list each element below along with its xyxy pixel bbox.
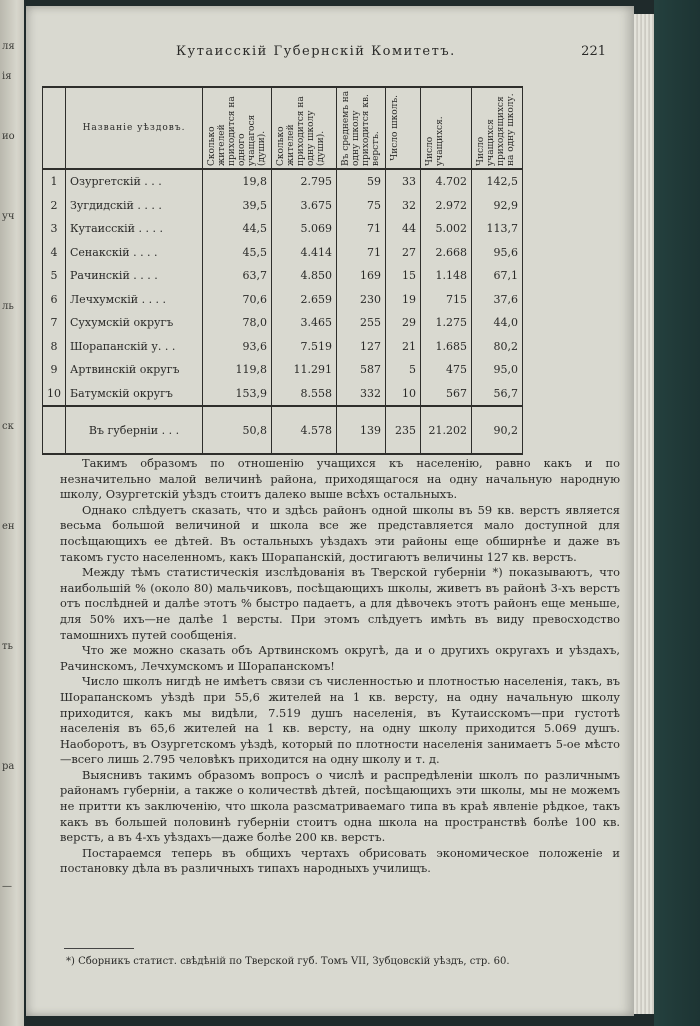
header-residents-per-school: Сколько жителей приходится на одну школу (души). [272, 87, 337, 169]
cell-value: 4.850 [272, 264, 337, 288]
row-index: 4 [43, 241, 66, 265]
row-index: 7 [43, 311, 66, 335]
cell-value: 19 [386, 288, 421, 312]
page-block-edges [634, 14, 654, 1014]
cell-value: 63,7 [203, 264, 272, 288]
cell-value: 567 [421, 382, 472, 407]
cell-value: 27 [386, 241, 421, 265]
cell-value: 4.414 [272, 241, 337, 265]
table-header-row [43, 87, 523, 169]
cell-value: 255 [337, 311, 386, 335]
row-index: 1 [43, 169, 66, 194]
cell-value: 71 [337, 217, 386, 241]
table-row [43, 288, 523, 312]
cell-value: 44,0 [472, 311, 523, 335]
cell-value: 44 [386, 217, 421, 241]
cell-value: 95,6 [472, 241, 523, 265]
cell-value: 8.558 [272, 382, 337, 407]
cell-value: 32 [386, 194, 421, 218]
running-head [66, 44, 606, 64]
header-district-name: Названіе уѣздовъ. [66, 87, 203, 169]
total-label: Въ губерніи . . . [66, 406, 203, 454]
row-index: 5 [43, 264, 66, 288]
total-value: 90,2 [472, 406, 523, 454]
cell-value: 113,7 [472, 217, 523, 241]
cell-value: 7.519 [272, 335, 337, 359]
cell-value: 44,5 [203, 217, 272, 241]
cell-value: 4.702 [421, 169, 472, 194]
district-name: Сенакскій . . . . [66, 241, 203, 265]
row-index: 2 [43, 194, 66, 218]
cell-value: 39,5 [203, 194, 272, 218]
cell-value: 169 [337, 264, 386, 288]
cell-value: 230 [337, 288, 386, 312]
district-name: Озургетскій . . . [66, 169, 203, 194]
district-name: Кутаисскій . . . . [66, 217, 203, 241]
header-index [43, 87, 66, 169]
adjacent-page-edge: ля ія ио уч ль ск ен ть ра — [0, 0, 24, 1026]
district-name: Рачинскій . . . . [66, 264, 203, 288]
total-value: 50,8 [203, 406, 272, 454]
cell-value: 1.275 [421, 311, 472, 335]
table-row [43, 382, 523, 407]
cell-value: 1.685 [421, 335, 472, 359]
cell-value: 67,1 [472, 264, 523, 288]
cell-value: 5.069 [272, 217, 337, 241]
cell-value: 56,7 [472, 382, 523, 407]
page-number: 221 [581, 44, 606, 59]
total-value: 4.578 [272, 406, 337, 454]
header-school-count: Число школъ. [386, 87, 421, 169]
cell-value: 5.002 [421, 217, 472, 241]
table-row [43, 241, 523, 265]
statistics-table [42, 86, 523, 455]
cell-value: 21 [386, 335, 421, 359]
cell-value: 71 [337, 241, 386, 265]
cell-value: 45,5 [203, 241, 272, 265]
row-index: 10 [43, 382, 66, 407]
total-row [43, 406, 523, 454]
cell-value: 2.659 [272, 288, 337, 312]
district-name: Лечхумскій . . . . [66, 288, 203, 312]
cell-value: 59 [337, 169, 386, 194]
row-index: 9 [43, 358, 66, 382]
row-index: 8 [43, 335, 66, 359]
district-name: Батумскій округъ [66, 382, 203, 407]
paragraph: Однако слѣдуетъ сказать, что и здѣсь районъ одной школы въ 59 кв. верстъ является весьма большой величиной и школа все же представляется мало доступной для посѣщающихъ ее дѣтей. Въ остальныхъ уѣздахъ эти районы еще обширнѣе и даже въ такомъ густо населенномъ, какъ Шорапанскій, достигаютъ величины 127 кв. верстъ. [60, 502, 620, 564]
cell-value: 3.675 [272, 194, 337, 218]
cell-value: 1.148 [421, 264, 472, 288]
cell-value: 93,6 [203, 335, 272, 359]
cell-value: 5 [386, 358, 421, 382]
total-value: 139 [337, 406, 386, 454]
cell-value: 3.465 [272, 311, 337, 335]
book-cover [654, 0, 700, 1026]
cell-value: 332 [337, 382, 386, 407]
cell-value: 119,8 [203, 358, 272, 382]
table-row [43, 335, 523, 359]
cell-value: 11.291 [272, 358, 337, 382]
cell-value: 15 [386, 264, 421, 288]
cell-value: 33 [386, 169, 421, 194]
total-value: 21.202 [421, 406, 472, 454]
cell-value: 92,9 [472, 194, 523, 218]
table-row [43, 358, 523, 382]
cell-value: 78,0 [203, 311, 272, 335]
cell-value: 715 [421, 288, 472, 312]
header-pupils-per-school: Число учащихся приходящихся на одну школу. [472, 87, 523, 169]
cell-value: 2.668 [421, 241, 472, 265]
paragraph: Выяснивъ такимъ образомъ вопросъ о числѣ и распредѣленіи школъ по различнымъ районамъ губерніи, а также о количествѣ дѣтей, посѣщающихъ эти школы, мы не можемъ не притти къ заключенію, что школа разсматриваемаго типа въ краѣ явленіе рѣдкое, такъ какъ въ большей половинѣ губерніи стоитъ одна школа на пространствѣ болѣе 100 кв. верстъ, а въ 4-хъ уѣздахъ—даже болѣе 200 кв. верстъ. [60, 767, 620, 845]
cell-value: 37,6 [472, 288, 523, 312]
district-name: Сухумскій округъ [66, 311, 203, 335]
cell-value: 127 [337, 335, 386, 359]
row-index: 6 [43, 288, 66, 312]
cell-value: 19,8 [203, 169, 272, 194]
table-body [43, 169, 523, 454]
cell-value: 80,2 [472, 335, 523, 359]
cell-value: 153,9 [203, 382, 272, 407]
statistics-table-container [42, 86, 523, 455]
header-versts-per-school: Въ среднемъ на одну школу приходится кв. верстъ. [337, 87, 386, 169]
cell-value: 70,6 [203, 288, 272, 312]
cell-value: 75 [337, 194, 386, 218]
cell-value: 475 [421, 358, 472, 382]
district-name: Артвинскій округъ [66, 358, 203, 382]
cell-value: 2.972 [421, 194, 472, 218]
paragraph: Число школъ нигдѣ не имѣетъ связи съ численностью и плотностью населенія, такъ, въ Шорапанскомъ уѣздѣ при 55,6 жителей на 1 кв. версту, на одну начальную школу приходится, какъ мы видѣли, 7.519 душъ населенія, въ Кутаисскомъ—при густотѣ населенія въ 65,6 жителей на 1 кв. версту, на одну школу приходится 5.069 душъ. Наоборотъ, въ Озургетскомъ уѣздѣ, который по плотности населенія занимаетъ 5-ое мѣсто—всего лишь 2.795 человѣкъ приходится на одну школу и т. д. [60, 674, 620, 767]
running-title: Кутаисскій Губернскій Комитетъ. [176, 44, 456, 59]
table-row [43, 169, 523, 194]
table-row [43, 311, 523, 335]
cell-value: 2.795 [272, 169, 337, 194]
table-row [43, 194, 523, 218]
header-pupil-count: Число учащихся. [421, 87, 472, 169]
paragraph: Что же можно сказать объ Артвинскомъ округѣ, да и о другихъ округахъ и уѣздахъ, Рачинскомъ, Лечхумскомъ и Шорапанскомъ! [60, 643, 620, 673]
district-name: Зугдидскій . . . . [66, 194, 203, 218]
cell-value: 95,0 [472, 358, 523, 382]
body-text [60, 456, 620, 877]
book-page [26, 6, 634, 1016]
paragraph: Такимъ образомъ по отношенію учащихся къ населенію, равно какъ и по незначительно малой величинѣ района, приходящагося на одну начальную народную школу, Озургетскій уѣздъ стоитъ далеко выше всѣхъ остальныхъ. [60, 456, 620, 502]
cell-value: 10 [386, 382, 421, 407]
cell-value: 29 [386, 311, 421, 335]
header-residents-per-pupil: Сколько жителей приходится на одного учащагося (души). [203, 87, 272, 169]
total-value: 235 [386, 406, 421, 454]
total-index [43, 406, 66, 454]
cell-value: 587 [337, 358, 386, 382]
paragraph: Постараемся теперь въ общихъ чертахъ обрисовать экономическое положеніе и постановку дѣла въ различныхъ типахъ народныхъ училищъ. [60, 845, 620, 876]
paragraph: Между тѣмъ статистическія изслѣдованія въ Тверской губерніи *) показываютъ, что наибольшій % (около 80) мальчиковъ, посѣщающихъ школы, живетъ въ районѣ 3-хъ верстъ отъ послѣдней и далѣе этотъ % быстро падаетъ, а для дѣвочекъ этотъ районъ еще меньше, для 50% ихъ—не далѣе 1 версты. При этомъ слѣдуетъ имѣть въ виду превосходство тамошнихъ путей сообщенія. [60, 565, 620, 642]
district-name: Шорапанскій у. . . [66, 335, 203, 359]
footnote: *) Сборникъ статист. свѣдѣній по Тверской губ. Томъ VII, Зубцовскій уѣздъ, стр. 60. [66, 956, 510, 967]
row-index: 3 [43, 217, 66, 241]
table-row [43, 217, 523, 241]
cell-value: 142,5 [472, 169, 523, 194]
footnote-rule [64, 948, 134, 949]
table-row [43, 264, 523, 288]
